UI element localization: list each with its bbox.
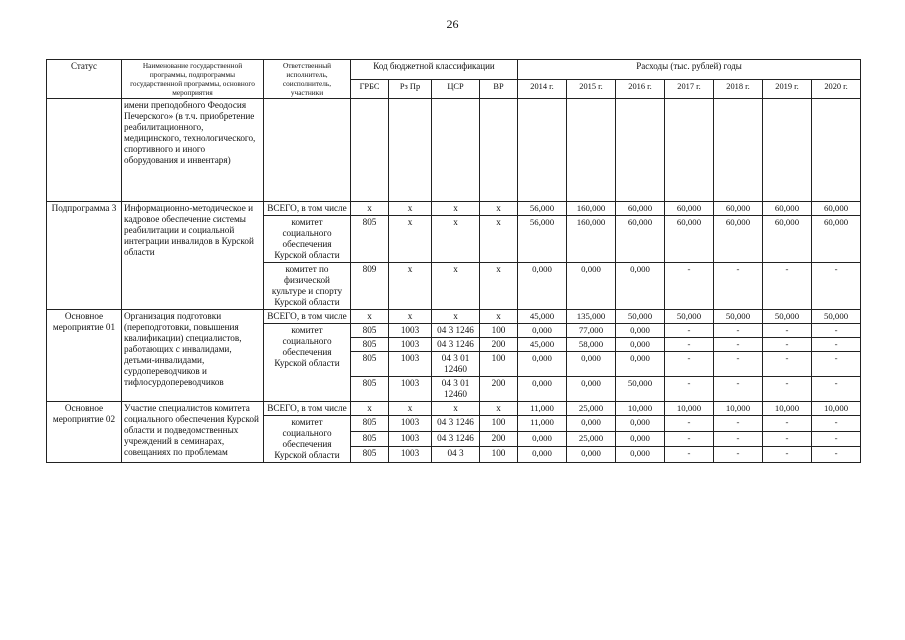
- table-cell: [47, 99, 122, 202]
- csr-cell: 04 3 1246: [432, 416, 480, 432]
- amount-cell: -: [714, 338, 763, 352]
- amount-cell: 0,000: [616, 416, 665, 432]
- amount-cell: 45,000: [518, 338, 567, 352]
- amount-cell: -: [665, 416, 714, 432]
- amount-cell: -: [812, 324, 861, 338]
- amount-cell: -: [665, 263, 714, 310]
- table-row: [47, 310, 861, 324]
- amount-cell: -: [763, 324, 812, 338]
- amount-cell: 0,000: [567, 416, 616, 432]
- amount-cell: -: [665, 431, 714, 447]
- vr-cell: 100: [480, 324, 518, 338]
- header-year: 2017 г.: [665, 79, 714, 99]
- rzpr-cell: 1003: [389, 377, 432, 402]
- executor-cell: комитет социального обеспечения Курской области: [264, 324, 351, 402]
- table-cell: [665, 99, 714, 202]
- amount-cell: -: [665, 324, 714, 338]
- amount-cell: 11,000: [518, 402, 567, 416]
- amount-cell: 60,000: [812, 216, 861, 263]
- section-name: Информационно-методическое и кадровое обеспечение системы реабилитации и социальной интеграции инвалидов в Курской области: [122, 202, 264, 310]
- budget-table: [46, 59, 861, 463]
- amount-cell: 25,000: [567, 431, 616, 447]
- csr-cell: x: [432, 310, 480, 324]
- executor-cell: ВСЕГО, в том числе: [264, 202, 351, 216]
- vr-cell: x: [480, 263, 518, 310]
- table-cell: [518, 99, 567, 202]
- header-expenses: Расходы (тыс. рублей) годы: [518, 60, 861, 80]
- header-year: 2019 г.: [763, 79, 812, 99]
- grbs-cell: 805: [351, 352, 389, 377]
- amount-cell: -: [812, 416, 861, 432]
- amount-cell: 50,000: [812, 310, 861, 324]
- amount-cell: -: [665, 447, 714, 463]
- grbs-cell: 805: [351, 447, 389, 463]
- csr-cell: 04 3 1246: [432, 324, 480, 338]
- table-cell: [812, 99, 861, 202]
- table-cell: [480, 99, 518, 202]
- executor-cell: комитет социального обеспечения Курской области: [264, 216, 351, 263]
- grbs-cell: x: [351, 402, 389, 416]
- amount-cell: -: [714, 416, 763, 432]
- amount-cell: 60,000: [616, 202, 665, 216]
- amount-cell: 10,000: [714, 402, 763, 416]
- amount-cell: 60,000: [763, 216, 812, 263]
- vr-cell: 200: [480, 377, 518, 402]
- grbs-cell: 805: [351, 416, 389, 432]
- amount-cell: 0,000: [616, 263, 665, 310]
- rzpr-cell: x: [389, 402, 432, 416]
- rzpr-cell: x: [389, 202, 432, 216]
- amount-cell: -: [665, 377, 714, 402]
- amount-cell: -: [812, 352, 861, 377]
- csr-cell: x: [432, 216, 480, 263]
- amount-cell: 60,000: [763, 202, 812, 216]
- amount-cell: 60,000: [616, 216, 665, 263]
- header-rzpr: Рз Пр: [389, 79, 432, 99]
- header-name: Наименование государственной программы, подпрограммы государственной программы, основного мероприятия: [122, 60, 264, 99]
- executor-cell: ВСЕГО, в том числе: [264, 402, 351, 416]
- grbs-cell: 805: [351, 338, 389, 352]
- amount-cell: 0,000: [567, 352, 616, 377]
- amount-cell: 0,000: [567, 377, 616, 402]
- header-csr: ЦСР: [432, 79, 480, 99]
- amount-cell: 0,000: [567, 447, 616, 463]
- amount-cell: 60,000: [714, 216, 763, 263]
- table-cell: [351, 99, 389, 202]
- amount-cell: 60,000: [665, 202, 714, 216]
- amount-cell: 10,000: [665, 402, 714, 416]
- vr-cell: x: [480, 216, 518, 263]
- amount-cell: -: [714, 263, 763, 310]
- amount-cell: -: [665, 338, 714, 352]
- csr-cell: 04 3 1246: [432, 338, 480, 352]
- amount-cell: 50,000: [616, 310, 665, 324]
- executor-cell: комитет по физической культуре и спорту Курской области: [264, 263, 351, 310]
- section-status: Подпрограмма 3: [47, 202, 122, 310]
- header-year: 2016 г.: [616, 79, 665, 99]
- header-year: 2020 г.: [812, 79, 861, 99]
- amount-cell: 11,000: [518, 416, 567, 432]
- rzpr-cell: 1003: [389, 447, 432, 463]
- amount-cell: -: [763, 431, 812, 447]
- amount-cell: 0,000: [616, 324, 665, 338]
- amount-cell: 60,000: [714, 202, 763, 216]
- amount-cell: 0,000: [567, 263, 616, 310]
- table-row: [47, 202, 861, 216]
- grbs-cell: 805: [351, 431, 389, 447]
- rzpr-cell: x: [389, 216, 432, 263]
- header-executor: Ответственный исполнитель, соисполнитель, участники: [264, 60, 351, 99]
- amount-cell: 10,000: [616, 402, 665, 416]
- carry-over-name: имени преподобного Феодосия Печерского» (в т.ч. приобретение реабилитационного, медицинского, технологического, спортивного и иного оборудования и инвентаря): [122, 99, 264, 202]
- grbs-cell: x: [351, 202, 389, 216]
- amount-cell: 0,000: [518, 263, 567, 310]
- amount-cell: 0,000: [616, 338, 665, 352]
- vr-cell: 100: [480, 416, 518, 432]
- header-year: 2018 г.: [714, 79, 763, 99]
- amount-cell: 0,000: [518, 431, 567, 447]
- csr-cell: 04 3 1246: [432, 431, 480, 447]
- amount-cell: -: [665, 352, 714, 377]
- table-cell: [616, 99, 665, 202]
- header-year: 2014 г.: [518, 79, 567, 99]
- csr-cell: x: [432, 402, 480, 416]
- rzpr-cell: 1003: [389, 338, 432, 352]
- amount-cell: -: [812, 431, 861, 447]
- amount-cell: -: [714, 447, 763, 463]
- vr-cell: 100: [480, 447, 518, 463]
- amount-cell: 0,000: [616, 431, 665, 447]
- amount-cell: -: [812, 447, 861, 463]
- table-cell: [714, 99, 763, 202]
- amount-cell: 60,000: [812, 202, 861, 216]
- page-number: 26: [446, 17, 459, 31]
- amount-cell: -: [763, 416, 812, 432]
- amount-cell: -: [714, 377, 763, 402]
- amount-cell: -: [714, 352, 763, 377]
- amount-cell: -: [763, 352, 812, 377]
- table-cell: [389, 99, 432, 202]
- amount-cell: 50,000: [665, 310, 714, 324]
- vr-cell: x: [480, 402, 518, 416]
- vr-cell: x: [480, 202, 518, 216]
- amount-cell: -: [763, 338, 812, 352]
- amount-cell: 160,000: [567, 216, 616, 263]
- rzpr-cell: 1003: [389, 431, 432, 447]
- grbs-cell: 805: [351, 324, 389, 338]
- amount-cell: 0,000: [616, 352, 665, 377]
- amount-cell: 45,000: [518, 310, 567, 324]
- amount-cell: -: [763, 263, 812, 310]
- amount-cell: 50,000: [616, 377, 665, 402]
- grbs-cell: 805: [351, 216, 389, 263]
- amount-cell: -: [812, 338, 861, 352]
- amount-cell: 60,000: [665, 216, 714, 263]
- amount-cell: 160,000: [567, 202, 616, 216]
- table-cell: [763, 99, 812, 202]
- header-year: 2015 г.: [567, 79, 616, 99]
- header-vr: ВР: [480, 79, 518, 99]
- rzpr-cell: x: [389, 310, 432, 324]
- vr-cell: 200: [480, 338, 518, 352]
- vr-cell: 100: [480, 352, 518, 377]
- rzpr-cell: x: [389, 263, 432, 310]
- csr-cell: x: [432, 202, 480, 216]
- vr-cell: 200: [480, 431, 518, 447]
- section-status: Основное мероприятие 02: [47, 402, 122, 463]
- amount-cell: -: [763, 447, 812, 463]
- amount-cell: 0,000: [616, 447, 665, 463]
- executor-cell: комитет социального обеспечения Курской области: [264, 416, 351, 463]
- grbs-cell: 809: [351, 263, 389, 310]
- amount-cell: -: [812, 263, 861, 310]
- vr-cell: x: [480, 310, 518, 324]
- amount-cell: 0,000: [518, 447, 567, 463]
- amount-cell: 77,000: [567, 324, 616, 338]
- amount-cell: 58,000: [567, 338, 616, 352]
- amount-cell: 50,000: [763, 310, 812, 324]
- amount-cell: 50,000: [714, 310, 763, 324]
- grbs-cell: 805: [351, 377, 389, 402]
- section-status: Основное мероприятие 01: [47, 310, 122, 402]
- section-name: Участие специалистов комитета социального обеспечения Курской области и подведомственных учреждений в семинарах, совещаниях по проблемам: [122, 402, 264, 463]
- header-status: Статус: [47, 60, 122, 99]
- csr-cell: 04 3: [432, 447, 480, 463]
- amount-cell: 0,000: [518, 377, 567, 402]
- csr-cell: x: [432, 263, 480, 310]
- rzpr-cell: 1003: [389, 352, 432, 377]
- amount-cell: -: [714, 324, 763, 338]
- amount-cell: 56,000: [518, 216, 567, 263]
- table-row: [47, 402, 861, 416]
- csr-cell: 04 3 01 12460: [432, 352, 480, 377]
- table-cell: [567, 99, 616, 202]
- table-cell: [264, 99, 351, 202]
- grbs-cell: x: [351, 310, 389, 324]
- amount-cell: 10,000: [763, 402, 812, 416]
- carry-over-row: [47, 99, 861, 202]
- rzpr-cell: 1003: [389, 324, 432, 338]
- rzpr-cell: 1003: [389, 416, 432, 432]
- section-name: Организация подготовки (переподготовки, повышения квалификации) специалистов, работающих с инвалидами, детьми-инвалидами, сурдопереводчиков и тифлосурдопереводчиков: [122, 310, 264, 402]
- amount-cell: 56,000: [518, 202, 567, 216]
- header-budget-code: Код бюджетной классификации: [351, 60, 518, 80]
- amount-cell: 0,000: [518, 324, 567, 338]
- header-grbs: ГРБС: [351, 79, 389, 99]
- csr-cell: 04 3 01 12460: [432, 377, 480, 402]
- amount-cell: -: [812, 377, 861, 402]
- amount-cell: -: [714, 431, 763, 447]
- executor-cell: ВСЕГО, в том числе: [264, 310, 351, 324]
- amount-cell: -: [763, 377, 812, 402]
- amount-cell: 10,000: [812, 402, 861, 416]
- table-cell: [432, 99, 480, 202]
- amount-cell: 135,000: [567, 310, 616, 324]
- amount-cell: 25,000: [567, 402, 616, 416]
- amount-cell: 0,000: [518, 352, 567, 377]
